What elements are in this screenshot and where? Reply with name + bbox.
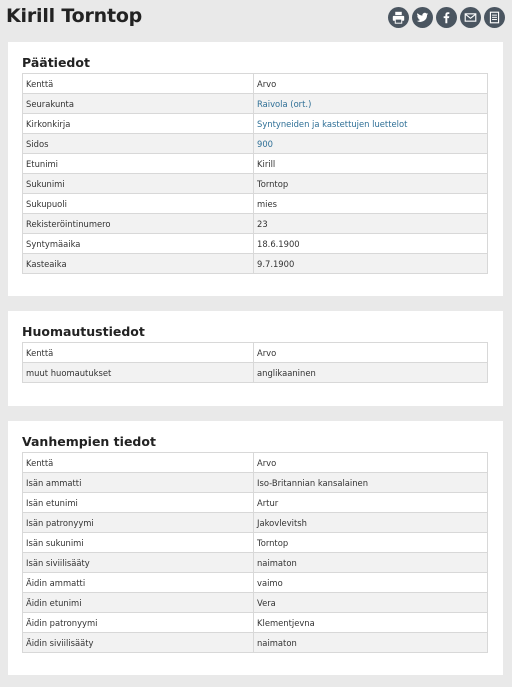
table-row — [23, 214, 488, 234]
table-row — [23, 114, 488, 134]
field-cell: Äidin siviilisääty — [23, 633, 254, 653]
field-cell: Kasteaika — [23, 254, 254, 274]
field-cell: Isän ammatti — [23, 473, 254, 493]
field-cell: Sidos — [23, 134, 254, 154]
table-row — [23, 533, 488, 553]
table-row — [23, 613, 488, 633]
value-cell: Torntop — [254, 174, 488, 194]
field-cell: Isän etunimi — [23, 493, 254, 513]
value-cell: naimaton — [254, 553, 488, 573]
field-cell: Isän siviilisääty — [23, 553, 254, 573]
value-cell: 9.7.1900 — [254, 254, 488, 274]
table-row — [23, 154, 488, 174]
field-cell: Äidin etunimi — [23, 593, 254, 613]
field-cell: Kirkonkirja — [23, 114, 254, 134]
share-toolbar — [388, 7, 505, 28]
table-row — [23, 573, 488, 593]
value-cell: anglikaaninen — [254, 363, 488, 383]
column-header-value: Arvo — [254, 343, 488, 363]
table-row — [23, 194, 488, 214]
field-cell: Sukunimi — [23, 174, 254, 194]
table-row — [23, 633, 488, 653]
column-header-value: Arvo — [254, 453, 488, 473]
value-cell: 23 — [254, 214, 488, 234]
section-heading: Huomautustiedot — [22, 324, 145, 339]
field-cell: Äidin ammatti — [23, 573, 254, 593]
column-header-field: Kenttä — [23, 453, 254, 473]
document-icon[interactable] — [484, 7, 505, 28]
value-cell — [254, 94, 488, 114]
value-cell: Jakovlevitsh — [254, 513, 488, 533]
church-book-link[interactable]: Syntyneiden ja kastettujen luettelot — [257, 118, 408, 129]
value-cell: 18.6.1900 — [254, 234, 488, 254]
field-cell: Etunimi — [23, 154, 254, 174]
field-cell: Sukupuoli — [23, 194, 254, 214]
table-header-row — [23, 453, 488, 473]
value-cell — [254, 114, 488, 134]
table-row — [23, 363, 488, 383]
print-icon[interactable] — [388, 7, 409, 28]
value-cell: vaimo — [254, 573, 488, 593]
table-row — [23, 513, 488, 533]
facebook-icon[interactable] — [436, 7, 457, 28]
page-title: Kirill Torntop — [6, 5, 143, 27]
field-cell: Äidin patronyymi — [23, 613, 254, 633]
column-header-field: Kenttä — [23, 74, 254, 94]
section-heading: Vanhempien tiedot — [22, 434, 156, 449]
value-cell: mies — [254, 194, 488, 214]
table-row — [23, 94, 488, 114]
twitter-icon[interactable] — [412, 7, 433, 28]
field-cell: Isän sukunimi — [23, 533, 254, 553]
field-cell: Seurakunta — [23, 94, 254, 114]
table-row — [23, 593, 488, 613]
table-header-row — [23, 74, 488, 94]
value-cell — [254, 134, 488, 154]
table-row — [23, 553, 488, 573]
table-row — [23, 234, 488, 254]
value-cell: Kirill — [254, 154, 488, 174]
value-cell: Klementjevna — [254, 613, 488, 633]
vanhemmat-table — [22, 452, 488, 653]
volume-link[interactable]: 900 — [257, 138, 273, 149]
section-heading: Päätiedot — [22, 55, 90, 70]
value-cell: Iso-Britannian kansalainen — [254, 473, 488, 493]
table-row — [23, 174, 488, 194]
table-header-row — [23, 343, 488, 363]
field-cell: Rekisteröintinumero — [23, 214, 254, 234]
section-huomautustiedot — [8, 311, 503, 406]
huomautus-table — [22, 342, 488, 383]
section-vanhempien-tiedot — [8, 421, 503, 675]
column-header-value: Arvo — [254, 74, 488, 94]
value-cell: Torntop — [254, 533, 488, 553]
email-icon[interactable] — [460, 7, 481, 28]
field-cell: Syntymäaika — [23, 234, 254, 254]
section-paatiedot — [8, 42, 503, 296]
value-cell: Vera — [254, 593, 488, 613]
table-row — [23, 134, 488, 154]
paatiedot-table — [22, 73, 488, 274]
column-header-field: Kenttä — [23, 343, 254, 363]
field-cell: Isän patronyymi — [23, 513, 254, 533]
field-cell: muut huomautukset — [23, 363, 254, 383]
value-cell: Artur — [254, 493, 488, 513]
table-row — [23, 473, 488, 493]
table-row — [23, 254, 488, 274]
table-row — [23, 493, 488, 513]
parish-link[interactable]: Raivola (ort.) — [257, 98, 312, 109]
page-header — [0, 0, 512, 38]
value-cell: naimaton — [254, 633, 488, 653]
